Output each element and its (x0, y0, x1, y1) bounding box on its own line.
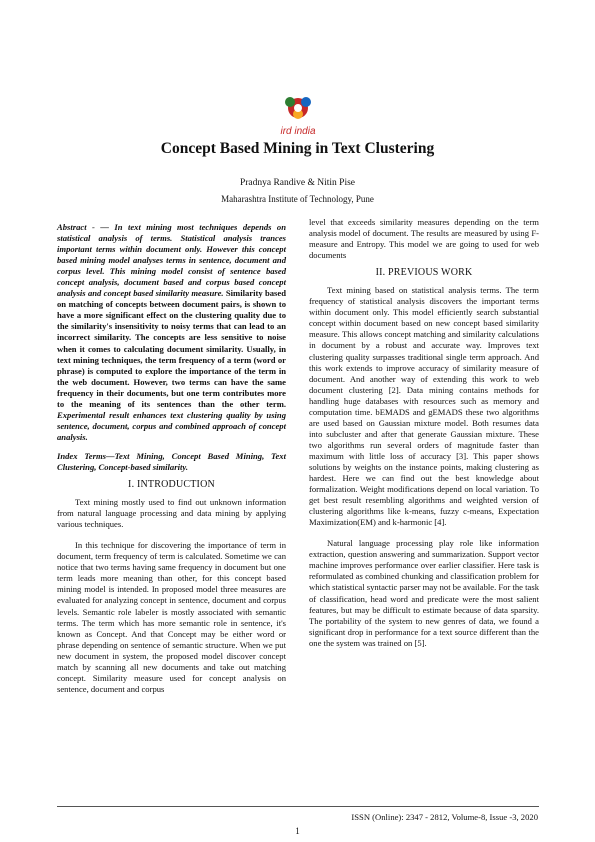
footer-issn: ISSN (Online): 2347 - 2812, Volume-8, Issue -3, 2020 (351, 812, 538, 822)
previous-work-paragraph-2: Natural language processing play role like information extraction, question answering and summarization. Support vector machine improves performance over earlier classifier. Here task is reformulated as combined chunking and classification problem for which statistical syntactic parser may not be available. For the task of classification, head word and predicate were the most salient features, but may be difficult to estimate because of data sparsity. The portability of the system to new genres of data, we found a significant drop in performance for a text source different than the one the system was trained on [5]. (309, 538, 539, 648)
previous-work-paragraph-1: Text mining based on statistical analysis terms. The term frequency of statistical analysis discovers the important terms within document only. This model efficiently search substantial concept within document based on new concept based similarity measure. This allows concept matching and similarity calculations in document by a robust and accurate way. Improves text clustering quality surpasses traditional single term approach. And this work extends to improve accuracy of similarity measure of document. And another way of extending this work to web document clustering [2]. Data mining contains methods for handling huge databases with resources such as memory and computation time. bEMADS and gEMADS these two algorithms are used based on Gaussian mixture model. Both resumes data into subcluster and after that generate Gaussian mixture. These two algorithms run several orders of magnitude faster than maximum with little loss of accuracy [3]. This paper shows solutions by weights on the instance points, making clustering as hardest. Here we can find out the best knowledge about formalization. Weight modifications depend on local variation. To get best result resembling algorithms and weighted version of clustering algorithms like k-means, fuzzy c-means, Expectation Maximization(EM) and k-harmonic [4]. (309, 285, 539, 528)
intro-paragraph-1: Text mining mostly used to find out unknown information from natural language processing and data mining by applying various techniques. (57, 497, 286, 530)
intro-paragraph-2: In this technique for discovering the importance of term in document, term frequency of term is calculated. Sometime we can notice that two terms having same frequency in document but one term leads more meaning than other, for this concept based mining model is intended. In proposed model three measures are evaluated for analyzing concept in sentence, document and corpus levels. Semantic role labeler is mostly associated with semantic terms. The term which has more semantic role in sentence, it's known as Concept. And that Concept may be either word or phrase depending on sentence of semantic structure. When we put new document in system, the proposed model discover concept match by scanning all new documents and take out matching concept. Similarity measure used for concept analysis on sentence, document and corpus (57, 540, 286, 694)
logo-text: ird india (280, 126, 316, 137)
section-heading-introduction: I. INTRODUCTION (128, 479, 215, 491)
paper-title: Concept Based Mining in Text Clustering (160, 140, 435, 157)
left-column (57, 222, 286, 695)
abstract-italic: In text mining most techniques depends on statistical analysis of terms. Statistical analysis trances important terms within document only. However this concept based mining model analyses terms in sentence, document and corpus level. This mining model consist of sentence based concept analysis, document based and corpus based concept analysis and concept based similarity measure. (57, 222, 287, 299)
abstract-bold: Similarity based on matching of concepts between document pairs, is shown to have a more significant effect on the clustering quality due to the similarity's insensitivity to noisy terms that can lead to an incorrect similarity. The concepts are less sensitive to noise when it comes to calculating document similarity. Usually, in text mining techniques, the term frequency of a term (word or phrase) is computed to explore the importance of the term in the web document. However, two terms can have the same frequency in their documents, but one term contributes more to the meaning of its sentences than the other term. (57, 288, 286, 409)
logo-emblem-icon (285, 97, 311, 119)
footer-divider (57, 806, 539, 807)
abstract-label: Abstract - — (57, 222, 109, 232)
page-number: 1 (295, 826, 300, 836)
intro-paragraph-continued: level that exceeds similarity measures depending on the term analysis model of document. The results are measured by using F- measure and Entropy. This model we are going to used for web documents (309, 217, 539, 261)
journal-logo (268, 90, 328, 140)
right-column (309, 217, 539, 649)
authors: Pradnya Randive & Nitin Pise (239, 178, 356, 188)
index-terms: Index Terms—Text Mining, Concept Based Mining, Text Clustering, Concept-based similarity. (57, 450, 286, 472)
section-heading-previous-work: II. PREVIOUS WORK (375, 267, 473, 279)
abstract (57, 222, 286, 443)
abstract-italic-2: Experimental result enhances text clustering quality by using sentence, document, corpus and combined approach of concept analysis. (57, 409, 286, 442)
affiliation: Maharashtra Institute of Technology, Pune (221, 194, 374, 204)
